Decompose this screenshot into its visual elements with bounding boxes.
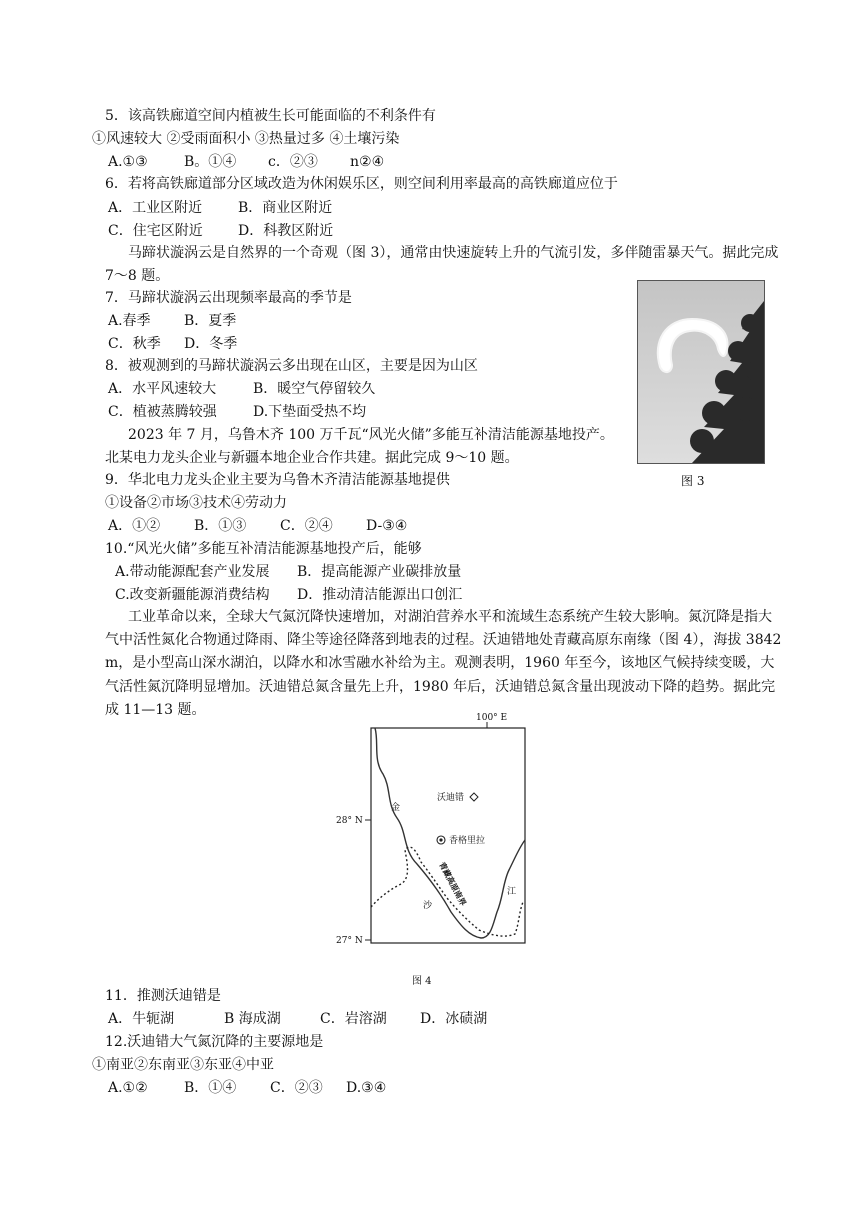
q6-option-a[interactable]: A．工业区附近 [108, 200, 203, 216]
q12-option-a[interactable]: A.①② [108, 1080, 148, 1096]
q12-option-b[interactable]: B．①④ [184, 1080, 237, 1096]
q8-option-a[interactable]: A．水平风速较大 [108, 381, 217, 397]
q8-stem: 8．被观测到的马蹄状漩涡云多出现在山区，主要是因为山区 [105, 358, 478, 374]
intro-11-13: 工业革命以来，全球大气氮沉降快速增加，对湖泊营养水平和流域生态系统产生较大影响。氮沉降是指大气中活性氮化合物通过降雨、降尘等途径降落到地表的过程。沃迪错地处青藏高原东南缘（图 4），海拔 3842 m，是小型高山深水湖泊，以降水和冰雪融水补给为主。观测表明，1960 年至今，该地区气候持续变暖，大气活性氮沉降明显增加。沃迪错总氮含量先上升，1980 年后，沃迪错总氮含量出现波动下降的趋势。据此完成 11—13 题。 [105, 609, 782, 718]
q5-stem: 5．该高铁廊道空间内植被生长可能面临的不利条件有 [105, 108, 436, 124]
q8-options-row1 [108, 379, 375, 399]
q11-option-d[interactable]: D．冰碛湖 [420, 1011, 488, 1027]
q5-option-a[interactable]: A.①③ [108, 154, 148, 170]
q10-option-b[interactable]: B．提高能源产业碳排放量 [297, 564, 462, 580]
q11-stem: 11．推测沃迪错是 [105, 988, 221, 1004]
river-char-jiang: 江 [507, 887, 517, 897]
q10-option-a[interactable]: A.带动能源配套产业发展 [115, 564, 270, 580]
q11-options [108, 1009, 487, 1029]
figure-4-map [333, 712, 533, 967]
intro-7-8: 马蹄状漩涡云是自然界的一个奇观（图 3），通常由快速旋转上升的气流引发，多伴随雷暴天气。据此完成 7～8 题。 [105, 245, 779, 284]
q5-option-c[interactable]: c．②③ [268, 154, 318, 170]
q12-items: ①南亚②东南亚③东亚④中亚 [92, 1057, 274, 1073]
city-label: 香格里拉 [449, 836, 486, 846]
q8-option-c[interactable]: C．植被蒸腾较强 [108, 404, 217, 420]
q10-options-row2 [115, 585, 462, 605]
q7-options-row1 [108, 311, 236, 331]
q11-option-a[interactable]: A．牛轭湖 [108, 1011, 175, 1027]
q6-options-row2 [108, 221, 333, 241]
intro-9-10-line1: 2023 年 7 月，乌鲁木齐 100 万千瓦“风光火储”多能互补清洁能源基地投产。 [128, 427, 614, 443]
q12-option-d[interactable]: D.③④ [346, 1080, 387, 1096]
q7-stem: 7．马蹄状漩涡云出现频率最高的季节是 [105, 290, 352, 306]
q9-stem: 9．华北电力龙头企业主要为乌鲁木齐清洁能源基地提供 [105, 472, 450, 488]
river-char-jin: 金 [391, 803, 401, 813]
lon-label: 100° E [476, 713, 508, 723]
q12-stem: 12.沃迪错大气氮沉降的主要源地是 [105, 1034, 324, 1050]
q12-options [108, 1078, 386, 1098]
q6-options-row1 [108, 198, 332, 218]
lat-label-27: 27° N [336, 936, 363, 946]
boundary-label: 青藏高原南界 [437, 860, 468, 908]
q6-option-c[interactable]: C．住宅区附近 [108, 223, 203, 239]
q10-option-d[interactable]: D．推动清洁能源出口创汇 [297, 587, 463, 603]
q12-option-c[interactable]: C．②③ [270, 1080, 323, 1096]
q5-option-d[interactable]: n②④ [350, 154, 385, 170]
lat-label-28: 28° N [336, 816, 363, 826]
q11-option-c[interactable]: C．岩溶湖 [320, 1011, 387, 1027]
lake-label: 沃迪错 [437, 793, 465, 803]
map-frame [371, 728, 525, 943]
shangri-la-city-dot [439, 838, 442, 841]
q7-option-a[interactable]: A.春季 [108, 313, 151, 329]
q5-items: ①风速较大 ②受雨面积小 ③热量过多 ④土壤污染 [92, 131, 400, 147]
q10-stem: 10.“风光火储”多能互补清洁能源基地投产后，能够 [105, 541, 422, 557]
q6-option-b[interactable]: B．商业区附近 [238, 200, 333, 216]
figure-4-caption: 图 4 [412, 976, 432, 987]
figure-3-photo [637, 280, 765, 464]
wodicuo-location-map [333, 712, 533, 967]
q9-items: ①设备②市场③技术④劳动力 [105, 495, 287, 511]
q7-options-row2 [108, 334, 237, 354]
q11-option-b[interactable]: B 海成湖 [224, 1011, 281, 1027]
q9-options [108, 516, 407, 536]
q8-option-d[interactable]: D.下垫面受热不均 [253, 404, 367, 420]
q5-options [108, 152, 384, 172]
q5-option-b[interactable]: B。①④ [184, 154, 237, 170]
q7-option-c[interactable]: C．秋季 [108, 336, 161, 352]
q7-option-b[interactable]: B．夏季 [184, 313, 237, 329]
horseshoe-cloud-photo [638, 281, 764, 463]
river-char-sha: 沙 [423, 901, 433, 911]
figure-3-caption: 图 3 [681, 474, 705, 488]
q6-stem: 6．若将高铁廊道部分区域改造为休闲娱乐区，则空间利用率最高的高铁廊道应位于 [105, 176, 618, 192]
q8-option-b[interactable]: B．暖空气停留较久 [253, 381, 376, 397]
q8-options-row2 [108, 402, 366, 422]
q9-option-b[interactable]: B．①③ [194, 518, 247, 534]
intro-9-10-line2: 北某电力龙头企业与新疆本地企业合作共建。据此完成 9～10 题。 [105, 450, 519, 466]
q9-option-d[interactable]: D-③④ [366, 518, 408, 534]
q10-option-c[interactable]: C.改变新疆能源消费结构 [115, 587, 270, 603]
q6-option-d[interactable]: D．科教区附近 [238, 223, 334, 239]
q10-options-row1 [115, 562, 461, 582]
q7-option-d[interactable]: D．冬季 [184, 336, 238, 352]
q9-option-a[interactable]: A．①② [108, 518, 161, 534]
q9-option-c[interactable]: C．②④ [280, 518, 333, 534]
